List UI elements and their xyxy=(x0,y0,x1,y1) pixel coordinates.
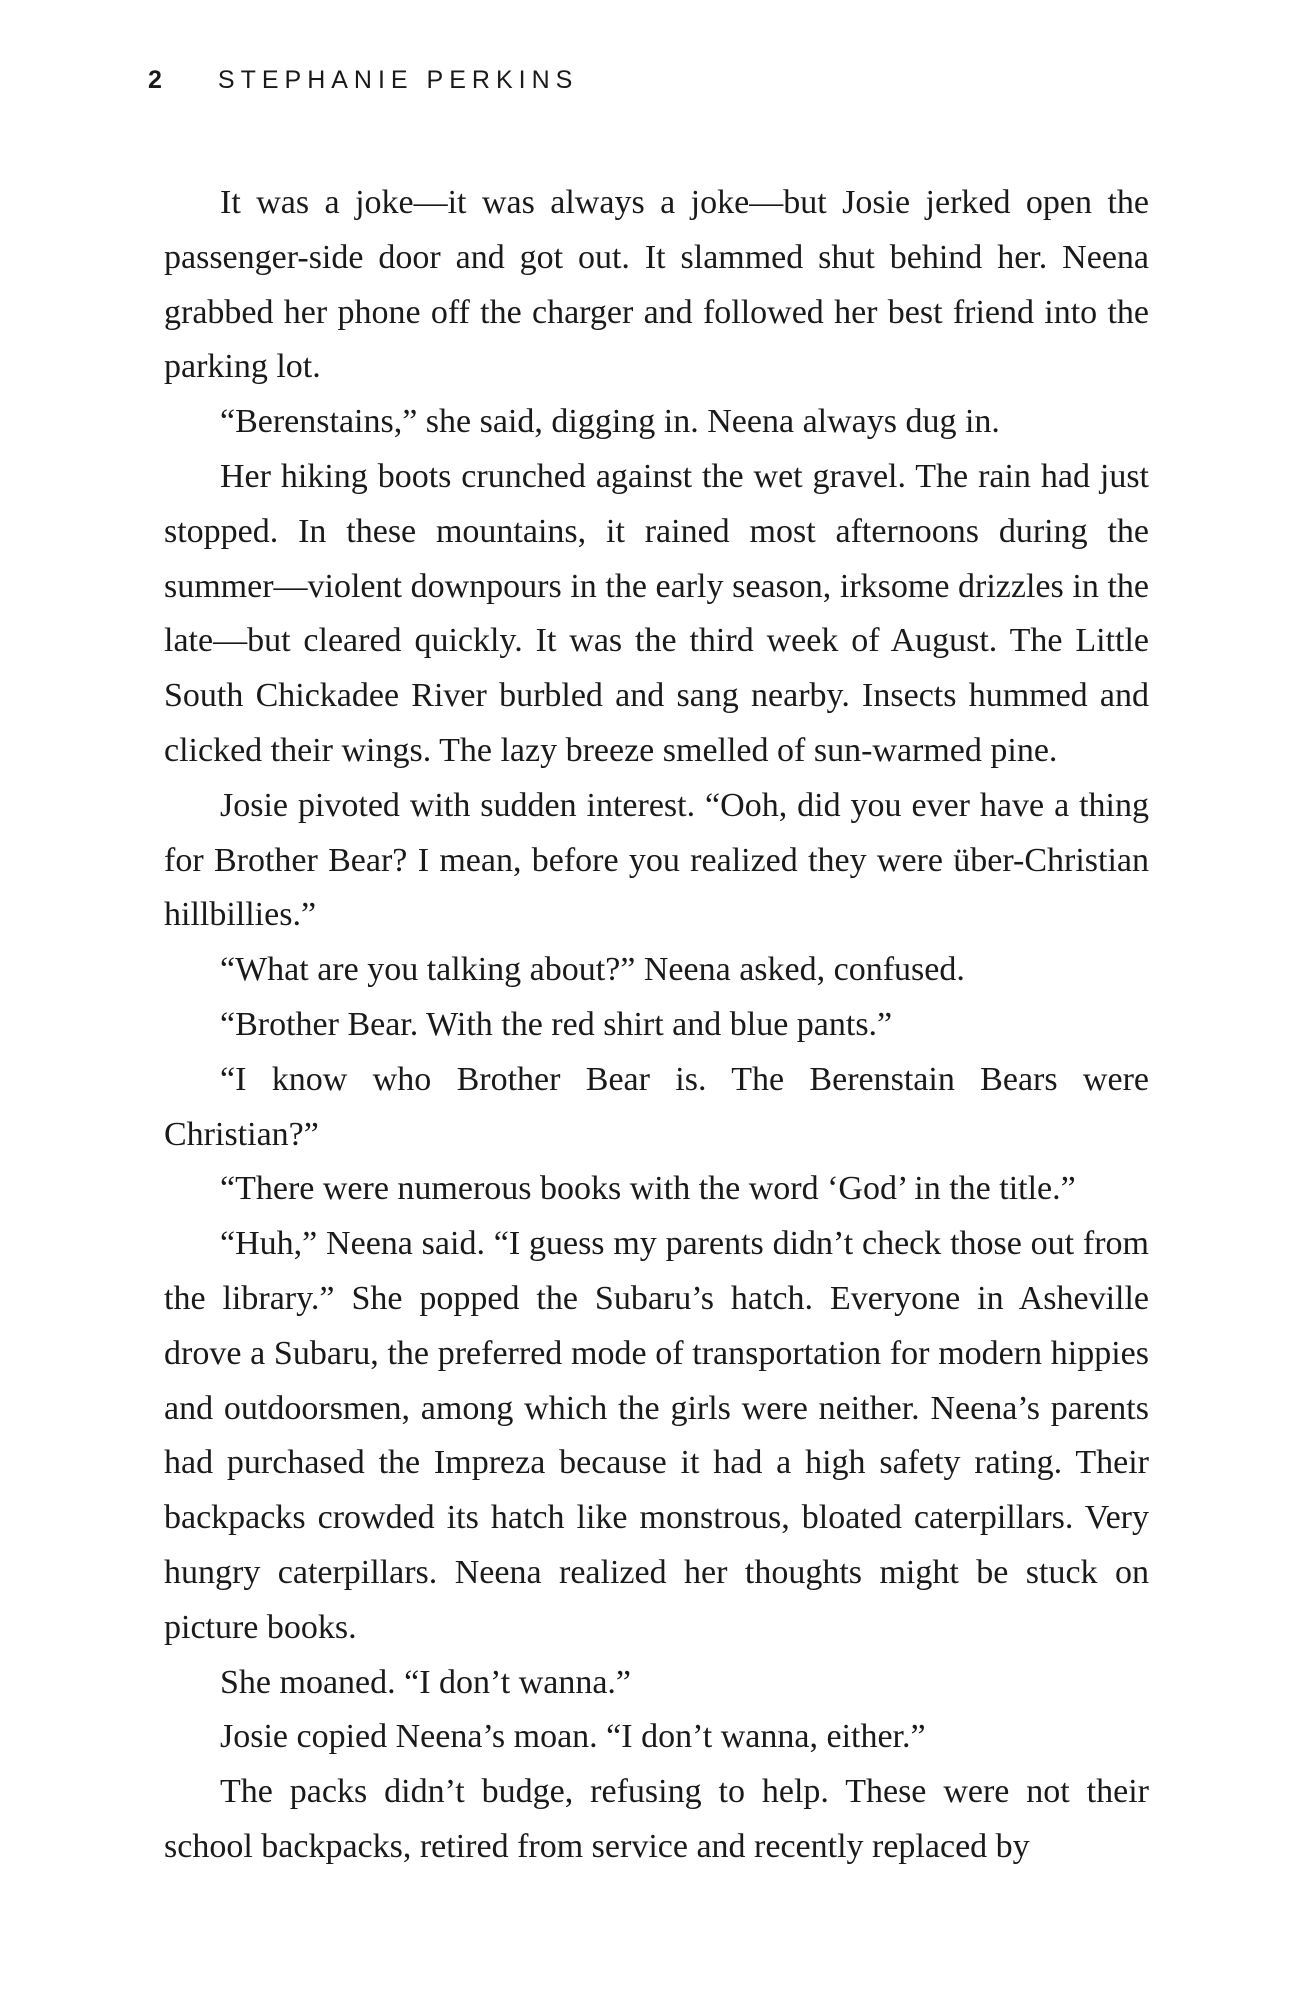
paragraph: “Berenstains,” she said, digging in. Neena always dug in. xyxy=(220,403,1000,441)
paragraph: “There were numerous books with the word ‘God’ in the title.” xyxy=(220,1170,1076,1208)
paragraph: “I know who Brother Bear is. The Berenstain Bears were Christian?” xyxy=(164,1060,1149,1153)
paragraph: Josie pivoted with sudden interest. “Ooh, did you ever have a thing for Brother Bear? I mean, before you realized they were über-Christian hillbillies.” xyxy=(164,786,1149,934)
author-name: STEPHANIE PERKINS xyxy=(217,66,579,94)
body-text xyxy=(164,176,1149,1875)
paragraph: She moaned. “I don’t wanna.” xyxy=(220,1663,632,1701)
paragraph: It was a joke—it was always a joke—but Josie jerked open the passenger-side door and got out. It slammed shut behind her. Neena grabbed her phone off the charger and followed her best friend into the parking lot. xyxy=(164,184,1149,386)
running-head xyxy=(148,66,578,95)
paragraph: Josie copied Neena’s moan. “I don’t wanna, either.” xyxy=(220,1718,926,1756)
paragraph: “Huh,” Neena said. “I guess my parents didn’t check those out from the library.” She popped the Subaru’s hatch. Everyone in Asheville drove a Subaru, the preferred mode of transportation for modern hippies and outdoorsmen, among which the girls were neither. Neena’s parents had purchased the Impreza because it had a high safety rating. Their backpacks crowded its hatch like monstrous, bloated caterpillars. Very hungry caterpillars. Neena realized her thoughts might be stuck on picture books. xyxy=(164,1225,1149,1646)
paragraph: The packs didn’t budge, refusing to help. These were not their school backpacks, retired from service and recently replaced by xyxy=(164,1773,1149,1865)
page-number: 2 xyxy=(148,66,162,94)
paragraph: “Brother Bear. With the red shirt and blue pants.” xyxy=(220,1005,893,1043)
paragraph: “What are you talking about?” Neena asked, confused. xyxy=(220,951,965,989)
paragraph: Her hiking boots crunched against the wet gravel. The rain had just stopped. In these mountains, it rained most afternoons during the summer—violent downpours in the early season, irksome drizzles in the late—but cleared quickly. It was the third week of August. The Little South Chickadee River burbled and sang nearby. Insects hummed and clicked their wings. The lazy breeze smelled of sun-warmed pine. xyxy=(164,457,1149,769)
